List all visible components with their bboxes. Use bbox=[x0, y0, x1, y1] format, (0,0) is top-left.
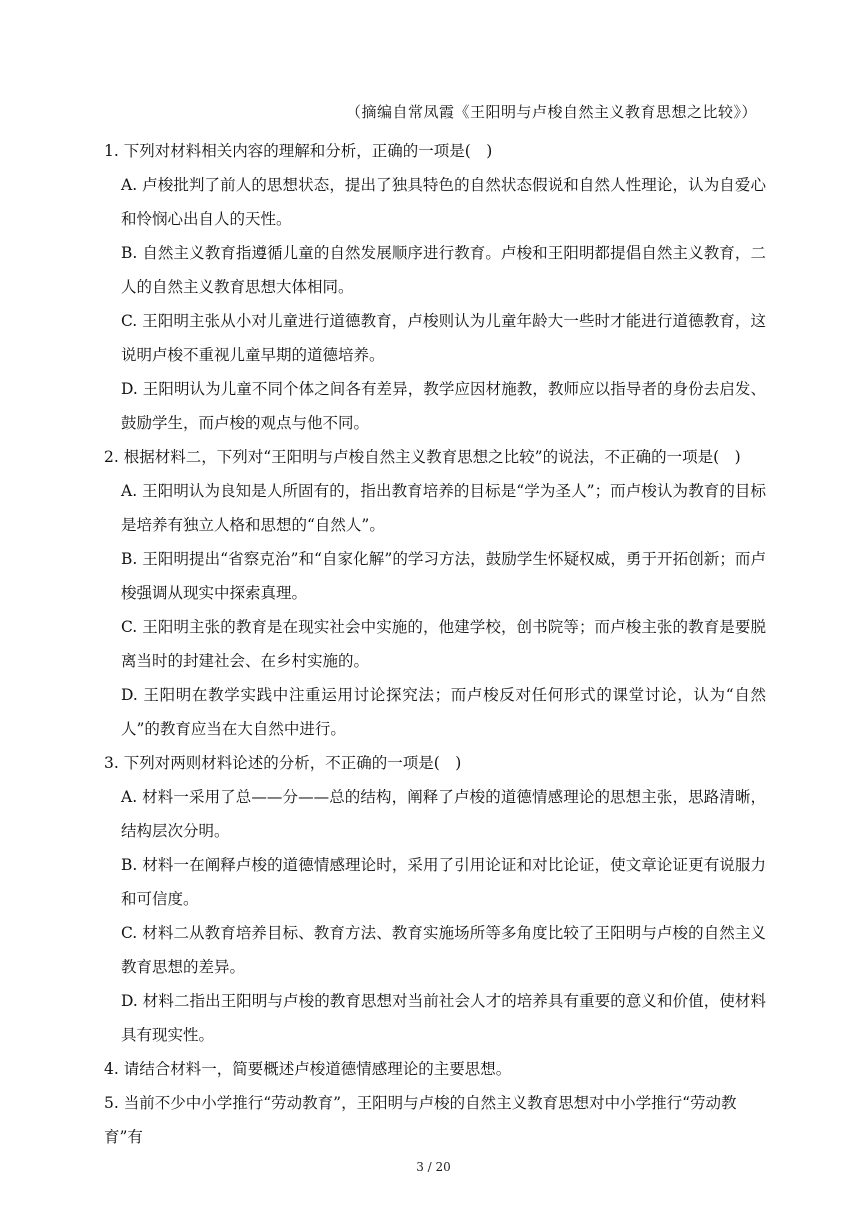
option-c: C. 材料二从教育培养目标、教育方法、教育实施场所等多角度比较了王阳明与卢梭的自然主义教育思想的差异。 bbox=[121, 924, 766, 976]
option-b: B. 王阳明提出“省察克治”和“自家化解”的学习方法，鼓励学生怀疑权威，勇于开拓创新；而卢梭强调从现实中探索真理。 bbox=[121, 550, 766, 602]
option-c: C. 王阳明主张的教育是在现实社会中实施的，他建学校，创书院等；而卢梭主张的教育是要脱离当时的封建社会、在乡村实施的。 bbox=[121, 618, 766, 670]
option-a: A. 卢梭批判了前人的思想状态，提出了独具特色的自然状态假说和自然人性理论，认为自爱心和怜悯心出自人的天性。 bbox=[121, 176, 766, 228]
option-a: A. 材料一采用了总——分——总的结构，阐释了卢梭的道德情感理论的思想主张，思路清晰，结构层次分明。 bbox=[121, 788, 766, 840]
option-d: D. 王阳明在教学实践中注重运用讨论探究法；而卢梭反对任何形式的课堂讨论，认为“自然人”的教育应当在大自然中进行。 bbox=[121, 686, 766, 738]
question-stem: 5. 当前不少中小学推行“劳动教育”，王阳明与卢梭的自然主义教育思想对中小学推行“劳动教育”有 bbox=[104, 1094, 737, 1146]
question-stem: 3. 下列对两则材料论述的分析，不正确的一项是( ) bbox=[104, 754, 462, 772]
question-stem: 1. 下列对材料相关内容的理解和分析，正确的一项是( ) bbox=[104, 142, 493, 160]
page-number: 3 / 20 bbox=[416, 1160, 451, 1174]
option-b: B. 自然主义教育指遵循儿童的自然发展顺序进行教育。卢梭和王阳明都提倡自然主义教育，二人的自然主义教育思想大体相同。 bbox=[121, 244, 766, 296]
question-stem: 4. 请结合材料一，简要概述卢梭道德情感理论的主要思想。 bbox=[104, 1060, 512, 1078]
option-d: D. 王阳明认为儿童不同个体之间各有差异，教学应因材施教，教师应以指导者的身份去启发、鼓励学生，而卢梭的观点与他不同。 bbox=[121, 380, 766, 432]
option-b: B. 材料一在阐释卢梭的道德情感理论时，采用了引用论证和对比论证，使文章论证更有说服力和可信度。 bbox=[121, 856, 766, 908]
questions-container bbox=[104, 134, 766, 1154]
question-stem: 2. 根据材料二，下列对“王阳明与卢梭自然主义教育思想之比较”的说法，不正确的一项是( ) bbox=[104, 448, 741, 466]
option-d: D. 材料二指出王阳明与卢梭的教育思想对当前社会人才的培养具有重要的意义和价值，使材料具有现实性。 bbox=[121, 992, 766, 1044]
source-citation: （摘编自常凤霞《王阳明与卢梭自然主义教育思想之比较》） bbox=[345, 103, 757, 121]
option-c: C. 王阳明主张从小对儿童进行道德教育，卢梭则认为儿童年龄大一些时才能进行道德教育，这说明卢梭不重视儿童早期的道德培养。 bbox=[121, 312, 766, 364]
option-a: A. 王阳明认为良知是人所固有的，指出教育培养的目标是“学为圣人”；而卢梭认为教育的目标是培养有独立人格和思想的“自然人”。 bbox=[121, 482, 766, 534]
